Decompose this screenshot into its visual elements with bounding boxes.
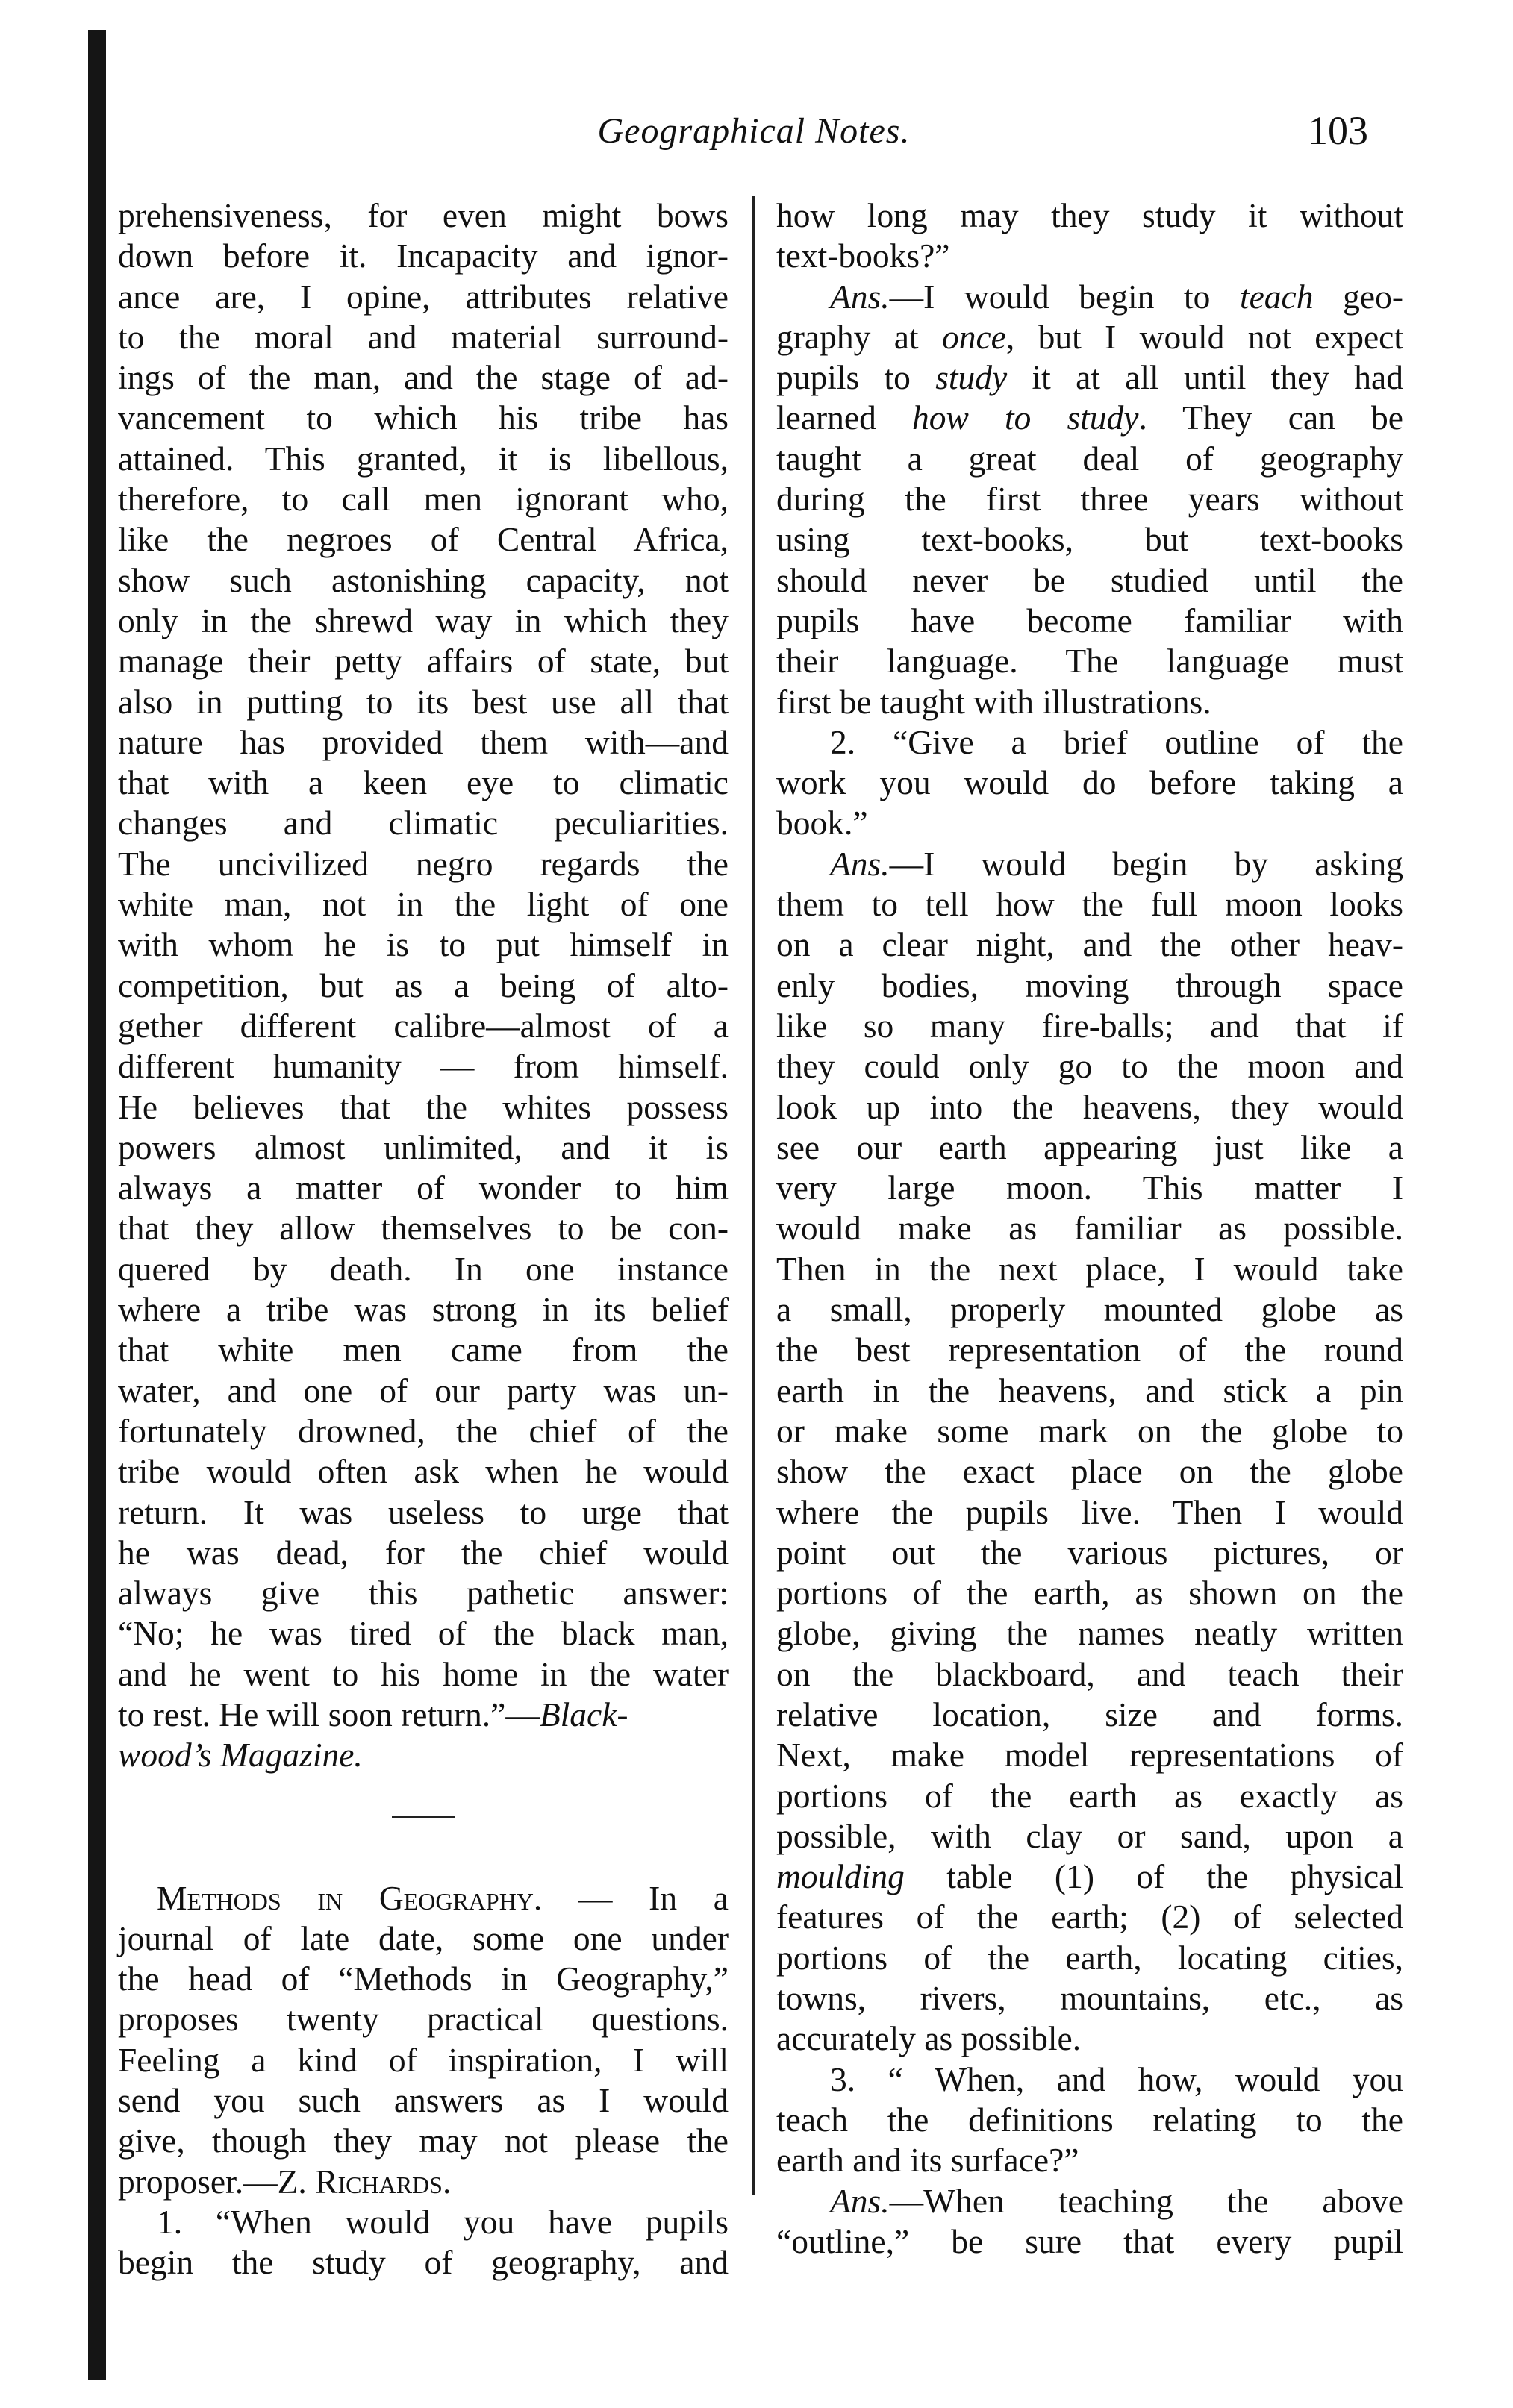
text-line: enly bodies, moving through space	[776, 966, 1403, 1004]
text-line: he was dead, for the chief would	[118, 1533, 729, 1572]
text-line: very large moon. This matter I	[776, 1169, 1403, 1207]
text-line: how long may they study it without	[776, 196, 1403, 234]
text-line: tribe would often ask when he would	[118, 1452, 729, 1491]
text-line: Next, make model representations of	[776, 1736, 1403, 1774]
text-line: journal of late date, some one under	[118, 1918, 729, 1957]
answer-1-paragraph	[776, 439, 1403, 722]
text-line: water, and one of our party was un-	[118, 1371, 729, 1410]
text-line: their language. The language must	[776, 642, 1403, 681]
text-line: they could only go to the moon and	[776, 1047, 1403, 1086]
text-line: graphy at once, but I would not expect	[776, 317, 1403, 356]
text-line: possible, with clay or sand, upon a	[776, 1816, 1403, 1855]
text-line: ance are, I opine, attributes relative	[118, 277, 729, 316]
text-line	[118, 1735, 729, 1775]
right-column	[776, 196, 1403, 2262]
text-line: on the blackboard, and teach their	[776, 1654, 1403, 1693]
text-line: quered by death. In one instance	[118, 1249, 729, 1288]
text-line: moulding table (1) of the physical	[776, 1857, 1403, 1896]
text-line: see our earth appearing just like a	[776, 1128, 1403, 1166]
text-line: gether different calibre—almost of a	[118, 1006, 729, 1045]
text-line: features of the earth; (2) of selected	[776, 1898, 1403, 1936]
text-line: prehensiveness, for even might bows	[118, 196, 729, 234]
text-line: down before it. Incapacity and ignor-	[118, 237, 729, 275]
source-italic-a: Black-	[539, 1695, 628, 1733]
text-line: during the first three years without	[776, 480, 1403, 519]
text-line: “outline,” be sure that every pupil	[776, 2221, 1403, 2260]
text-line: always give this pathetic answer:	[118, 1574, 729, 1613]
text-line: accurately as possible.	[776, 2019, 1082, 2058]
text-line: relative location, size and forms.	[776, 1695, 1403, 1733]
text-line: earth in the heavens, and stick a pin	[776, 1371, 1403, 1410]
source-dash: to rest. He will soon return.”—	[118, 1695, 540, 1733]
text-line: on a clear night, and the other heav-	[776, 925, 1403, 964]
text-line: Methods in Geography. — In a	[157, 1878, 729, 1917]
text-line: and he went to his home in the water	[118, 1654, 729, 1693]
binding-edge-rule	[88, 30, 106, 2380]
text-line: work you would do before taking a	[776, 763, 1403, 802]
text-line: changes and climatic peculiarities.	[118, 804, 729, 842]
text-line: proposer.—Z. Richards.	[118, 2162, 452, 2201]
section-separator	[392, 1816, 455, 1818]
text-line: portions of the earth as exactly as	[776, 1776, 1403, 1815]
text-line: learned how to study. They can be	[776, 398, 1403, 437]
text-line: Ans.—I would begin to teach geo-	[830, 277, 1403, 316]
text-line: return. It was useless to urge that	[118, 1492, 729, 1531]
text-line: nature has provided them with—and	[118, 722, 729, 761]
text-line: competition, but as a being of alto-	[118, 966, 729, 1004]
text-line: Then in the next place, I would take	[776, 1249, 1403, 1288]
text-line: to the moral and material surround-	[118, 317, 729, 356]
text-line: also in putting to its best use all that	[118, 682, 729, 721]
text-line: book.”	[776, 804, 868, 842]
text-line: show such astonishing capacity, not	[118, 560, 729, 599]
text-line: point out the various pictures, or	[776, 1533, 1403, 1572]
text-line: pupils have become familiar with	[776, 601, 1403, 639]
page-number: 103	[1308, 108, 1368, 153]
text-line: give, though they may not please the	[118, 2121, 729, 2160]
text-line: 2. “Give a brief outline of the	[830, 722, 1403, 761]
question-2	[776, 722, 1403, 844]
text-line: text-books?”	[776, 237, 950, 275]
text-line: portions of the earth, locating cities,	[776, 1938, 1403, 1977]
text-line: send you such answers as I would	[118, 2081, 729, 2120]
left-paragraph-negroes	[118, 196, 729, 1695]
text-line: proposes twenty practical questions.	[118, 2000, 729, 2039]
text-line: ings of the man, and the stage of ad-	[118, 358, 729, 397]
text-line: 3. “ When, and how, would you	[830, 2060, 1403, 2098]
text-line: that they allow themselves to be con-	[118, 1209, 729, 1248]
text-line: globe, giving the names neatly written	[776, 1614, 1403, 1653]
text-line: white man, not in the light of one	[118, 885, 729, 924]
text-line: like the negroes of Central Africa,	[118, 520, 729, 559]
text-line: 1. “When would you have pupils	[157, 2202, 729, 2241]
text-line: a small, properly mounted globe as	[776, 1290, 1403, 1329]
text-line: earth and its surface?”	[776, 2141, 1079, 2180]
text-line: Feeling a kind of inspiration, I will	[118, 2040, 729, 2079]
text-line: where a tribe was strong in its belief	[118, 1290, 729, 1329]
text-line: pupils to study it at all until they had	[776, 358, 1403, 397]
text-line: that white men came from the	[118, 1330, 729, 1369]
text-line: portions of the earth, as shown on the	[776, 1574, 1403, 1613]
text-line: using text-books, but text-books	[776, 520, 1403, 559]
left-column	[118, 196, 729, 2283]
text-line: therefore, to call men ignorant who,	[118, 480, 729, 519]
text-line: always a matter of wonder to him	[118, 1169, 729, 1207]
text-line: only in the shrewd way in which they	[118, 601, 729, 639]
proposer-name: Richards.	[315, 2162, 452, 2201]
answer-2-paragraph-end	[776, 1897, 1403, 2059]
text-line: teach the definitions relating to the	[776, 2100, 1403, 2139]
text-line: fortunately drowned, the chief of the	[118, 1411, 729, 1450]
text-line: different humanity — from himself.	[118, 1047, 729, 1086]
text-line: first be taught with illustrations.	[776, 682, 1211, 721]
question-3	[776, 2060, 1403, 2181]
text-line: Ans.—I would begin by asking	[830, 844, 1403, 883]
text-line	[118, 1695, 729, 1735]
text-line: “No; he was tired of the black man,	[118, 1614, 729, 1653]
text-line: like so many fire-balls; and that if	[776, 1006, 1403, 1045]
text-line: powers almost unlimited, and it is	[118, 1128, 729, 1166]
text-line: vancement to which his tribe has	[118, 398, 729, 437]
text-line: begin the study of geography, and	[118, 2243, 729, 2282]
answer-3-paragraph	[776, 2221, 1403, 2262]
text-line: or make some mark on the globe to	[776, 1411, 1403, 1450]
answer-label: Ans.	[830, 277, 890, 316]
text-line: The uncivilized negro regards the	[118, 844, 729, 883]
text-line: towns, rivers, mountains, etc., as	[776, 1979, 1403, 2018]
methods-heading: Methods in Geography.	[157, 1878, 543, 1917]
text-line: would make as familiar as possible.	[776, 1209, 1403, 1248]
text-line: them to tell how the full moon looks	[776, 885, 1403, 924]
source-italic-b: wood’s Magazine.	[118, 1736, 363, 1774]
left-paragraph-methods	[118, 1918, 729, 2162]
text-line: look up into the heavens, they would	[776, 1087, 1403, 1126]
text-line: with whom he is to put himself in	[118, 925, 729, 964]
answer-2-paragraph	[776, 884, 1403, 1857]
text-line: where the pupils live. Then I would	[776, 1492, 1403, 1531]
column-divider	[752, 196, 755, 2195]
text-line: the best representation of the round	[776, 1330, 1403, 1369]
text-line: that with a keen eye to climatic	[118, 763, 729, 802]
text-line: He believes that the whites possess	[118, 1087, 729, 1126]
text-line: the head of “Methods in Geography,”	[118, 1960, 729, 1998]
running-title: Geographical Notes.	[597, 111, 911, 151]
text-line: show the exact place on the globe	[776, 1452, 1403, 1491]
text-line: attained. This granted, it is libellous,	[118, 439, 729, 478]
text-line: taught a great deal of geography	[776, 439, 1403, 478]
text-line: Ans.—When teaching the above	[830, 2181, 1403, 2220]
text-line: should never be studied until the	[776, 560, 1403, 599]
text-line: manage their petty affairs of state, but	[118, 642, 729, 681]
